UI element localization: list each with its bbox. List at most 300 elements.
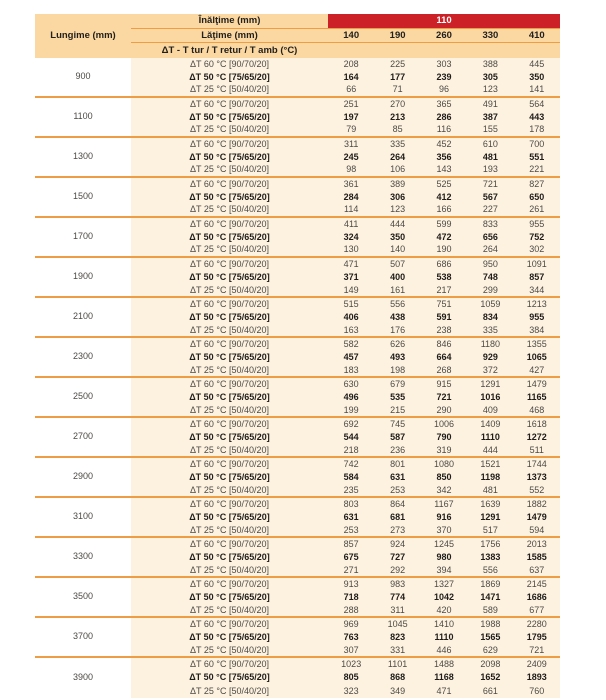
value-cell: 742 — [328, 458, 374, 471]
value-cell: 677 — [514, 605, 560, 618]
delta-label-cell: ΔT 25 °C [50/40/20] — [131, 244, 328, 257]
value-cell: 213 — [374, 111, 420, 124]
value-cell: 98 — [328, 164, 374, 177]
delta-label-cell: ΔT 60 °C [90/70/20] — [131, 258, 328, 271]
value-cell: 1065 — [514, 351, 560, 364]
value-cell: 85 — [374, 124, 420, 137]
value-cell: 183 — [328, 364, 374, 377]
lungime-cell: 1700 — [35, 218, 131, 258]
value-cell: 384 — [514, 324, 560, 337]
value-cell: 1045 — [374, 618, 420, 631]
value-cell: 751 — [421, 298, 467, 311]
value-cell: 344 — [514, 284, 560, 297]
delta-label-cell: ΔT 60 °C [90/70/20] — [131, 538, 328, 551]
delta-label-cell: ΔT 25 °C [50/40/20] — [131, 284, 328, 297]
value-cell: 350 — [374, 231, 420, 244]
value-cell: 1988 — [467, 618, 513, 631]
value-cell: 493 — [374, 351, 420, 364]
value-cell: 161 — [374, 284, 420, 297]
value-cell: 199 — [328, 404, 374, 417]
value-cell: 264 — [467, 244, 513, 257]
value-cell: 412 — [421, 191, 467, 204]
value-cell: 823 — [374, 631, 420, 644]
value-cell: 193 — [467, 164, 513, 177]
value-cell: 1410 — [421, 618, 467, 631]
value-cell: 394 — [421, 565, 467, 578]
value-cell: 1893 — [514, 671, 560, 684]
value-cell: 238 — [421, 324, 467, 337]
value-cell: 306 — [374, 191, 420, 204]
value-cell: 457 — [328, 351, 374, 364]
lungime-header: Lungime (mm) — [35, 14, 131, 58]
value-cell: 594 — [514, 525, 560, 538]
value-cell: 481 — [467, 485, 513, 498]
value-cell: 679 — [374, 378, 420, 391]
value-cell: 924 — [374, 538, 420, 551]
delta-label-cell: ΔT 50 °C [75/65/20] — [131, 71, 328, 84]
value-cell: 850 — [421, 471, 467, 484]
value-cell: 264 — [374, 151, 420, 164]
value-cell: 1006 — [421, 418, 467, 431]
value-cell: 370 — [421, 525, 467, 538]
width-col-header: 410 — [514, 29, 560, 44]
value-cell: 251 — [328, 98, 374, 111]
value-cell: 116 — [421, 124, 467, 137]
value-cell: 292 — [374, 565, 420, 578]
value-cell: 141 — [514, 84, 560, 97]
value-cell: 164 — [328, 71, 374, 84]
value-cell: 774 — [374, 591, 420, 604]
value-cell: 71 — [374, 84, 420, 97]
value-cell: 1882 — [514, 498, 560, 511]
value-cell: 446 — [421, 645, 467, 658]
value-cell: 236 — [374, 444, 420, 457]
delta-label-cell: ΔT 25 °C [50/40/20] — [131, 404, 328, 417]
value-cell: 525 — [421, 178, 467, 191]
value-cell: 544 — [328, 431, 374, 444]
value-cell: 857 — [514, 271, 560, 284]
delta-label-cell: ΔT 50 °C [75/65/20] — [131, 351, 328, 364]
value-cell: 1291 — [467, 511, 513, 524]
inaltime-header: Înălţime (mm) — [131, 14, 328, 29]
value-cell: 1479 — [514, 378, 560, 391]
value-cell: 980 — [421, 551, 467, 564]
lungime-cell: 3500 — [35, 578, 131, 618]
value-cell: 307 — [328, 645, 374, 658]
delta-label-cell: ΔT 25 °C [50/40/20] — [131, 685, 328, 698]
radiator-output-table — [35, 14, 560, 698]
value-cell: 471 — [421, 685, 467, 698]
value-cell: 130 — [328, 244, 374, 257]
value-cell: 123 — [467, 84, 513, 97]
value-cell: 538 — [421, 271, 467, 284]
value-cell: 913 — [328, 578, 374, 591]
value-cell: 1488 — [421, 658, 467, 671]
value-cell: 515 — [328, 298, 374, 311]
value-cell: 443 — [514, 111, 560, 124]
lungime-cell: 1900 — [35, 258, 131, 298]
value-cell: 331 — [374, 645, 420, 658]
value-cell: 1565 — [467, 631, 513, 644]
value-cell: 335 — [374, 138, 420, 151]
value-cell: 406 — [328, 311, 374, 324]
value-cell: 721 — [514, 645, 560, 658]
value-cell: 507 — [374, 258, 420, 271]
value-cell: 1245 — [421, 538, 467, 551]
value-cell: 700 — [514, 138, 560, 151]
value-cell: 273 — [374, 525, 420, 538]
value-cell: 790 — [421, 431, 467, 444]
value-cell: 1471 — [467, 591, 513, 604]
value-cell: 718 — [328, 591, 374, 604]
lungime-cell: 1500 — [35, 178, 131, 218]
value-cell: 631 — [328, 511, 374, 524]
value-cell: 681 — [374, 511, 420, 524]
delta-label-cell: ΔT 50 °C [75/65/20] — [131, 111, 328, 124]
value-cell: 79 — [328, 124, 374, 137]
value-cell: 198 — [374, 364, 420, 377]
value-cell: 748 — [467, 271, 513, 284]
width-col-header: 330 — [467, 29, 513, 44]
value-cell: 438 — [374, 311, 420, 324]
value-cell: 1686 — [514, 591, 560, 604]
value-cell: 692 — [328, 418, 374, 431]
delta-label-cell: ΔT 25 °C [50/40/20] — [131, 525, 328, 538]
value-cell: 163 — [328, 324, 374, 337]
value-cell: 388 — [467, 58, 513, 71]
value-cell: 587 — [374, 431, 420, 444]
width-col-header: 190 — [374, 29, 420, 44]
value-cell: 1180 — [467, 338, 513, 351]
delta-label-cell: ΔT 25 °C [50/40/20] — [131, 485, 328, 498]
value-cell: 1059 — [467, 298, 513, 311]
value-cell: 2098 — [467, 658, 513, 671]
delta-label-cell: ΔT 60 °C [90/70/20] — [131, 498, 328, 511]
value-cell: 983 — [374, 578, 420, 591]
delta-label-cell: ΔT 60 °C [90/70/20] — [131, 378, 328, 391]
value-cell: 356 — [421, 151, 467, 164]
value-cell: 1080 — [421, 458, 467, 471]
latime-header: Lăţime (mm) — [131, 29, 328, 44]
value-cell: 361 — [328, 178, 374, 191]
value-cell: 365 — [421, 98, 467, 111]
value-cell: 760 — [514, 685, 560, 698]
lungime-cell: 1100 — [35, 98, 131, 138]
value-cell: 471 — [328, 258, 374, 271]
delta-label-cell: ΔT 25 °C [50/40/20] — [131, 84, 328, 97]
value-cell: 656 — [467, 231, 513, 244]
value-cell: 176 — [374, 324, 420, 337]
delta-label-cell: ΔT 50 °C [75/65/20] — [131, 591, 328, 604]
value-cell: 197 — [328, 111, 374, 124]
delta-label-cell: ΔT 50 °C [75/65/20] — [131, 671, 328, 684]
value-cell: 564 — [514, 98, 560, 111]
value-cell: 420 — [421, 605, 467, 618]
value-cell: 106 — [374, 164, 420, 177]
lungime-cell: 2100 — [35, 298, 131, 338]
value-cell: 288 — [328, 605, 374, 618]
value-cell: 271 — [328, 565, 374, 578]
value-cell: 303 — [421, 58, 467, 71]
value-cell: 1618 — [514, 418, 560, 431]
value-cell: 846 — [421, 338, 467, 351]
value-cell: 400 — [374, 271, 420, 284]
value-cell: 1355 — [514, 338, 560, 351]
delta-label-cell: ΔT 25 °C [50/40/20] — [131, 124, 328, 137]
value-cell: 955 — [514, 218, 560, 231]
value-cell: 371 — [328, 271, 374, 284]
value-cell: 299 — [467, 284, 513, 297]
value-cell: 208 — [328, 58, 374, 71]
delta-label-cell: ΔT 60 °C [90/70/20] — [131, 458, 328, 471]
value-cell: 149 — [328, 284, 374, 297]
value-cell: 610 — [467, 138, 513, 151]
value-cell: 235 — [328, 485, 374, 498]
delta-label-cell: ΔT 25 °C [50/40/20] — [131, 565, 328, 578]
value-cell: 1165 — [514, 391, 560, 404]
value-cell: 686 — [421, 258, 467, 271]
width-col-header: 140 — [328, 29, 374, 44]
value-cell: 305 — [467, 71, 513, 84]
delta-label-cell: ΔT 60 °C [90/70/20] — [131, 658, 328, 671]
delta-label-cell: ΔT 50 °C [75/65/20] — [131, 191, 328, 204]
value-cell: 805 — [328, 671, 374, 684]
value-cell: 311 — [374, 605, 420, 618]
value-cell: 661 — [467, 685, 513, 698]
value-cell: 335 — [467, 324, 513, 337]
value-cell: 582 — [328, 338, 374, 351]
value-cell: 2013 — [514, 538, 560, 551]
value-cell: 496 — [328, 391, 374, 404]
value-cell: 286 — [421, 111, 467, 124]
lungime-cell: 2500 — [35, 378, 131, 418]
value-cell: 217 — [421, 284, 467, 297]
value-cell: 468 — [514, 404, 560, 417]
value-cell: 591 — [421, 311, 467, 324]
value-cell: 349 — [374, 685, 420, 698]
delta-label-cell: ΔT 60 °C [90/70/20] — [131, 418, 328, 431]
value-cell: 857 — [328, 538, 374, 551]
value-cell: 143 — [421, 164, 467, 177]
value-cell: 1168 — [421, 671, 467, 684]
value-cell: 1756 — [467, 538, 513, 551]
value-cell: 140 — [374, 244, 420, 257]
lungime-cell: 3100 — [35, 498, 131, 538]
value-cell: 1521 — [467, 458, 513, 471]
value-cell: 253 — [374, 485, 420, 498]
lungime-cell: 3300 — [35, 538, 131, 578]
value-cell: 1091 — [514, 258, 560, 271]
value-cell: 178 — [514, 124, 560, 137]
lungime-cell: 3900 — [35, 658, 131, 698]
value-cell: 190 — [421, 244, 467, 257]
value-cell: 319 — [421, 444, 467, 457]
lungime-cell: 3700 — [35, 618, 131, 658]
delta-label-cell: ΔT 50 °C [75/65/20] — [131, 471, 328, 484]
value-cell: 1291 — [467, 378, 513, 391]
value-cell: 245 — [328, 151, 374, 164]
value-cell: 444 — [374, 218, 420, 231]
value-cell: 225 — [374, 58, 420, 71]
value-cell: 1744 — [514, 458, 560, 471]
value-cell: 177 — [374, 71, 420, 84]
delta-label-cell: ΔT 50 °C [75/65/20] — [131, 511, 328, 524]
value-cell: 517 — [467, 525, 513, 538]
value-cell: 1110 — [421, 631, 467, 644]
delta-label-cell: ΔT 50 °C [75/65/20] — [131, 551, 328, 564]
value-cell: 284 — [328, 191, 374, 204]
value-cell: 833 — [467, 218, 513, 231]
value-cell: 803 — [328, 498, 374, 511]
value-cell: 302 — [514, 244, 560, 257]
value-cell: 626 — [374, 338, 420, 351]
value-cell: 916 — [421, 511, 467, 524]
value-cell: 1479 — [514, 511, 560, 524]
delta-label-cell: ΔT 25 °C [50/40/20] — [131, 204, 328, 217]
value-cell: 637 — [514, 565, 560, 578]
value-cell: 801 — [374, 458, 420, 471]
value-cell: 834 — [467, 311, 513, 324]
value-cell: 491 — [467, 98, 513, 111]
value-cell: 955 — [514, 311, 560, 324]
value-cell: 270 — [374, 98, 420, 111]
value-cell: 1167 — [421, 498, 467, 511]
delta-header: ΔT - T tur / T retur / T amb (°C) — [131, 43, 328, 58]
value-cell: 323 — [328, 685, 374, 698]
value-cell: 253 — [328, 525, 374, 538]
value-cell: 752 — [514, 231, 560, 244]
delta-label-cell: ΔT 60 °C [90/70/20] — [131, 338, 328, 351]
value-cell: 481 — [467, 151, 513, 164]
value-cell: 114 — [328, 204, 374, 217]
value-cell: 1042 — [421, 591, 467, 604]
value-cell: 221 — [514, 164, 560, 177]
value-cell: 1585 — [514, 551, 560, 564]
value-cell: 556 — [374, 298, 420, 311]
value-cell: 123 — [374, 204, 420, 217]
value-cell: 675 — [328, 551, 374, 564]
value-cell: 444 — [467, 444, 513, 457]
value-cell: 218 — [328, 444, 374, 457]
value-cell: 96 — [421, 84, 467, 97]
delta-label-cell: ΔT 60 °C [90/70/20] — [131, 138, 328, 151]
value-cell: 629 — [467, 645, 513, 658]
value-cell: 950 — [467, 258, 513, 271]
value-cell: 290 — [421, 404, 467, 417]
value-cell: 721 — [467, 178, 513, 191]
value-cell: 551 — [514, 151, 560, 164]
value-cell: 1101 — [374, 658, 420, 671]
lungime-cell: 2700 — [35, 418, 131, 458]
delta-label-cell: ΔT 50 °C [75/65/20] — [131, 391, 328, 404]
value-cell: 567 — [467, 191, 513, 204]
delta-label-cell: ΔT 50 °C [75/65/20] — [131, 231, 328, 244]
value-cell: 915 — [421, 378, 467, 391]
value-cell: 727 — [374, 551, 420, 564]
value-cell: 215 — [374, 404, 420, 417]
value-cell: 511 — [514, 444, 560, 457]
lungime-cell: 900 — [35, 58, 131, 98]
value-cell: 535 — [374, 391, 420, 404]
value-cell: 827 — [514, 178, 560, 191]
value-cell: 1869 — [467, 578, 513, 591]
value-cell: 969 — [328, 618, 374, 631]
value-cell: 324 — [328, 231, 374, 244]
value-cell: 2145 — [514, 578, 560, 591]
value-cell: 372 — [467, 364, 513, 377]
delta-label-cell: ΔT 50 °C [75/65/20] — [131, 431, 328, 444]
value-cell: 721 — [421, 391, 467, 404]
value-cell: 445 — [514, 58, 560, 71]
value-cell: 2280 — [514, 618, 560, 631]
delta-label-cell: ΔT 60 °C [90/70/20] — [131, 298, 328, 311]
value-cell: 1213 — [514, 298, 560, 311]
value-cell: 556 — [467, 565, 513, 578]
value-cell: 409 — [467, 404, 513, 417]
value-cell: 166 — [421, 204, 467, 217]
value-cell: 1272 — [514, 431, 560, 444]
value-cell: 1373 — [514, 471, 560, 484]
value-cell: 387 — [467, 111, 513, 124]
delta-label-cell: ΔT 50 °C [75/65/20] — [131, 151, 328, 164]
value-cell: 1110 — [467, 431, 513, 444]
value-cell: 1023 — [328, 658, 374, 671]
value-cell: 631 — [374, 471, 420, 484]
value-cell: 1639 — [467, 498, 513, 511]
delta-label-cell: ΔT 50 °C [75/65/20] — [131, 271, 328, 284]
value-cell: 664 — [421, 351, 467, 364]
value-cell: 1795 — [514, 631, 560, 644]
value-cell: 268 — [421, 364, 467, 377]
delta-label-cell: ΔT 60 °C [90/70/20] — [131, 98, 328, 111]
value-cell: 311 — [328, 138, 374, 151]
value-cell: 350 — [514, 71, 560, 84]
value-cell: 227 — [467, 204, 513, 217]
delta-label-cell: ΔT 50 °C [75/65/20] — [131, 631, 328, 644]
delta-label-cell: ΔT 25 °C [50/40/20] — [131, 364, 328, 377]
delta-label-cell: ΔT 60 °C [90/70/20] — [131, 218, 328, 231]
value-cell: 1383 — [467, 551, 513, 564]
value-cell: 1016 — [467, 391, 513, 404]
value-cell: 1327 — [421, 578, 467, 591]
value-cell: 599 — [421, 218, 467, 231]
value-cell: 1198 — [467, 471, 513, 484]
value-cell: 239 — [421, 71, 467, 84]
delta-label-cell: ΔT 60 °C [90/70/20] — [131, 618, 328, 631]
lungime-cell: 2900 — [35, 458, 131, 498]
value-cell: 630 — [328, 378, 374, 391]
value-cell: 745 — [374, 418, 420, 431]
delta-label-cell: ΔT 25 °C [50/40/20] — [131, 605, 328, 618]
value-cell: 155 — [467, 124, 513, 137]
value-cell: 650 — [514, 191, 560, 204]
value-cell: 342 — [421, 485, 467, 498]
value-cell: 261 — [514, 204, 560, 217]
value-cell: 1409 — [467, 418, 513, 431]
delta-label-cell: ΔT 60 °C [90/70/20] — [131, 578, 328, 591]
delta-label-cell: ΔT 50 °C [75/65/20] — [131, 311, 328, 324]
delta-label-cell: ΔT 25 °C [50/40/20] — [131, 324, 328, 337]
value-cell: 452 — [421, 138, 467, 151]
value-cell: 427 — [514, 364, 560, 377]
delta-label-cell: ΔT 60 °C [90/70/20] — [131, 58, 328, 71]
delta-label-cell: ΔT 60 °C [90/70/20] — [131, 178, 328, 191]
value-cell: 589 — [467, 605, 513, 618]
lungime-cell: 1300 — [35, 138, 131, 178]
value-cell: 389 — [374, 178, 420, 191]
height-value-band: 110 — [328, 14, 560, 29]
value-cell: 1652 — [467, 671, 513, 684]
